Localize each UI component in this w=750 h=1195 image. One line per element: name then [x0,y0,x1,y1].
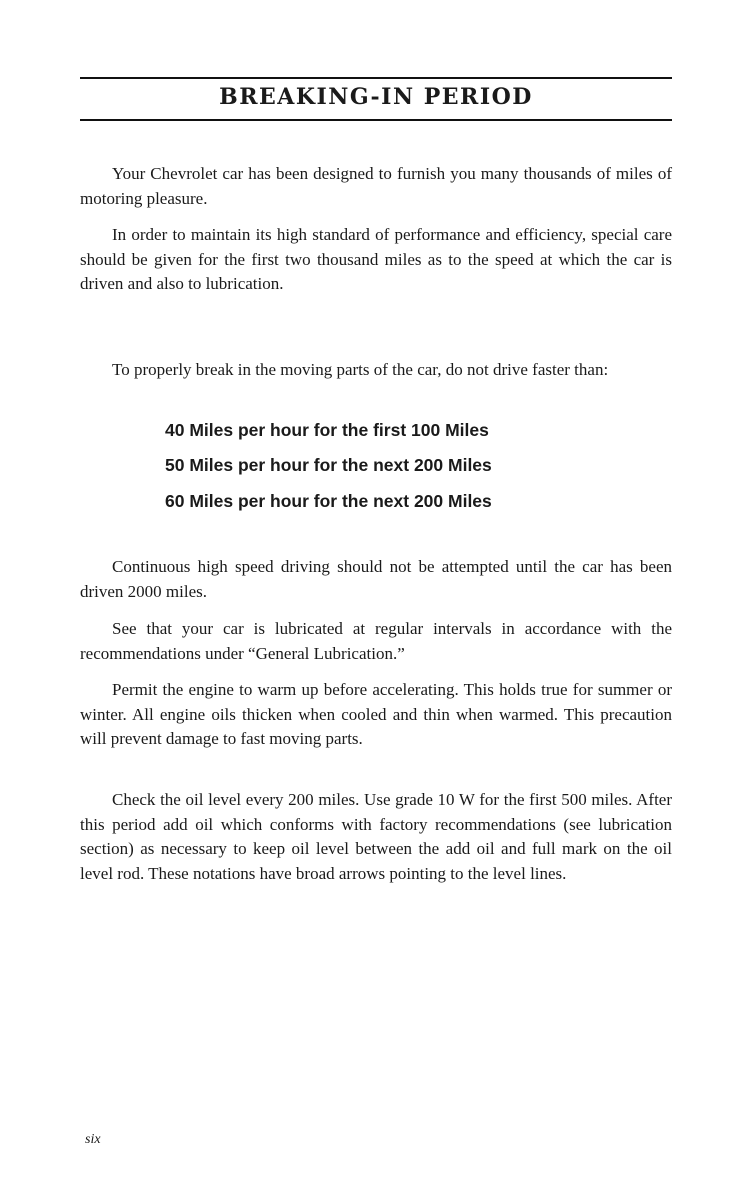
oil-level-paragraph: Check the oil level every 200 miles. Use grade 10 W for the first 500 miles. After this period add oil which conforms with factory recommendations (see lubrication section) as necessary to keep oil level between the add oil and full mark on the oil level rod. These notations have broad arrows pointing to the level lines. [80,790,672,883]
intro-paragraph: Your Chevrolet car has been designed to furnish you many thousands of miles of motoring pleasure. [80,164,672,208]
speed-intro-paragraph: To properly break in the moving parts of the car, do not drive faster than: [112,360,609,379]
speed-limit-1: 40 Miles per hour for the first 100 Miles [165,420,489,440]
warm-up-paragraph: Permit the engine to warm up before accelerating. This holds true for summer or winter. All engine oils thicken when cooled and thin when warmed. This precaution will prevent damage to fast moving parts. [80,680,672,748]
lubrication-paragraph: See that your car is lubricated at regular intervals in accordance with the recommendations under “General Lubrication.” [80,619,672,663]
high-speed-paragraph: Continuous high speed driving should not be attempted until the car has been driven 2000 miles. [80,557,672,601]
page-number: six [85,1132,101,1147]
page-title: BREAKING-IN PERIOD [219,84,533,110]
speed-limit-3: 60 Miles per hour for the next 200 Miles [165,491,492,511]
speed-limit-2: 50 Miles per hour for the next 200 Miles [165,455,492,475]
bottom-rule [80,119,672,121]
top-rule [80,77,672,79]
care-paragraph: In order to maintain its high standard of performance and efficiency, special care should be given for the first two thousand miles as to the speed at which the car is driven and also to lubrication. [80,225,672,293]
